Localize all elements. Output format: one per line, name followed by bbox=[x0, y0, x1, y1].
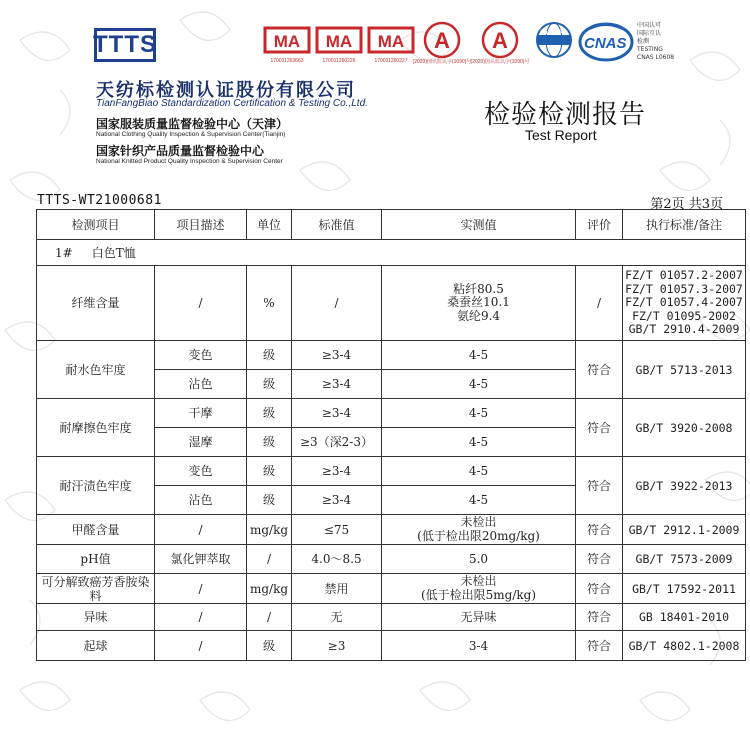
desc-cell: / bbox=[155, 604, 247, 631]
unit-cell: / bbox=[247, 604, 292, 631]
cma-number-3: 170011260227 bbox=[374, 58, 408, 64]
company-name-cn: 天纺标检测认证股份有限公司 bbox=[96, 80, 356, 101]
std-cell: ≥3（深2-3） bbox=[292, 428, 382, 457]
cnas-label: CNAS bbox=[584, 35, 627, 52]
measured-cell: 4-5 bbox=[382, 486, 576, 515]
sample-number: 1# bbox=[55, 245, 73, 260]
standard-line: GB/T 2910.4-2009 bbox=[628, 322, 740, 337]
table-row bbox=[37, 341, 746, 370]
table-row bbox=[37, 574, 746, 604]
item-cell: 可分解致癌芳香胺染料 bbox=[37, 574, 155, 604]
desc-cell: / bbox=[155, 266, 247, 341]
desc-cell: / bbox=[155, 515, 247, 545]
desc-cell: 变色 bbox=[155, 457, 247, 486]
eval-cell: 符合 bbox=[576, 515, 623, 545]
unit-cell: 级 bbox=[247, 341, 292, 370]
eval-cell: 符合 bbox=[576, 574, 623, 604]
standard-cell: GB 18401-2010 bbox=[623, 604, 746, 631]
fiber-component: 氨纶9.4 bbox=[456, 308, 501, 323]
header-description: 项目描述 bbox=[155, 210, 247, 240]
cma-seal-icon bbox=[366, 20, 416, 56]
fiber-component: 桑蚕丝10.1 bbox=[447, 295, 510, 310]
standard-cell: GB/T 4802.1-2008 bbox=[623, 631, 746, 661]
header-measured-value: 实测值 bbox=[382, 210, 576, 240]
standard-line: FZ/T 01057.3-2007 bbox=[625, 281, 743, 296]
report-number: TTTS-WT21000681 bbox=[37, 193, 162, 208]
desc-cell: 湿摩 bbox=[155, 428, 247, 457]
cnas-side-line: TESTING bbox=[637, 46, 663, 53]
std-cell: / bbox=[292, 266, 382, 341]
std-cell: 无 bbox=[292, 604, 382, 631]
unit-cell: 级 bbox=[247, 631, 292, 661]
measured-cell: 3-4 bbox=[382, 631, 576, 661]
desc-cell: / bbox=[155, 631, 247, 661]
measured-cell: 4-5 bbox=[382, 457, 576, 486]
svg-text:MA: MA bbox=[325, 32, 353, 51]
std-cell: ≥3-4 bbox=[292, 457, 382, 486]
standard-line: FZ/T 01057.2-2007 bbox=[625, 268, 743, 283]
cal-number-2: (2020)国认监认字(1090)号 bbox=[470, 59, 530, 65]
desc-cell: / bbox=[155, 574, 247, 604]
company-name-en: TianFangBiao Standardization Certification & Testing Co.,Ltd. bbox=[96, 98, 368, 109]
std-cell: 4.0～8.5 bbox=[292, 545, 382, 574]
std-cell: ≥3 bbox=[292, 631, 382, 661]
unit-cell: / bbox=[247, 545, 292, 574]
table-row bbox=[37, 631, 746, 661]
eval-cell: / bbox=[576, 266, 623, 341]
std-cell: ≤75 bbox=[292, 515, 382, 545]
measured-line: (低于检出限20mg/kg) bbox=[417, 528, 540, 543]
measured-cell bbox=[382, 266, 576, 341]
eval-cell: 符合 bbox=[576, 341, 623, 399]
header-evaluation: 评价 bbox=[576, 210, 623, 240]
sample-cell bbox=[37, 240, 746, 266]
eval-cell: 符合 bbox=[576, 545, 623, 574]
desc-cell: 沾色 bbox=[155, 370, 247, 399]
table-row bbox=[37, 399, 746, 428]
standard-cell: GB/T 2912.1-2009 bbox=[623, 515, 746, 545]
eval-cell: 符合 bbox=[576, 457, 623, 515]
measured-cell: 无异味 bbox=[382, 604, 576, 631]
cal-seal-icon bbox=[478, 20, 522, 60]
eval-cell: 符合 bbox=[576, 399, 623, 457]
svg-text:MA: MA bbox=[273, 32, 301, 51]
test-results-table bbox=[36, 209, 746, 661]
standard-cell bbox=[623, 266, 746, 341]
ttts-logo: TTTS bbox=[94, 28, 156, 62]
standard-cell: GB/T 5713-2013 bbox=[623, 341, 746, 399]
desc-cell: 干摩 bbox=[155, 399, 247, 428]
table-row bbox=[37, 545, 746, 574]
item-cell: 耐汗渍色牢度 bbox=[37, 457, 155, 515]
clothing-center-cn: 国家服装质量监督检验中心（天津） bbox=[96, 117, 289, 131]
cnas-side-line: 中国认可 bbox=[637, 22, 662, 29]
std-cell: ≥3-4 bbox=[292, 486, 382, 515]
cnas-side-line: CNAS L0608 bbox=[637, 54, 675, 61]
table-row bbox=[37, 604, 746, 631]
measured-line: 未检出 bbox=[460, 574, 497, 588]
eval-cell: 符合 bbox=[576, 604, 623, 631]
cnas-side-line: 检测 bbox=[637, 38, 650, 45]
unit-cell: 级 bbox=[247, 399, 292, 428]
unit-cell: mg/kg bbox=[247, 574, 292, 604]
ilac-mra-label: ilac-MRA bbox=[540, 29, 568, 36]
measured-cell bbox=[382, 574, 576, 604]
cnas-side-text bbox=[637, 22, 674, 62]
cal-number-1: (2020)国认监认字(1090)号 bbox=[412, 59, 472, 65]
measured-cell: 4-5 bbox=[382, 428, 576, 457]
table-header-row bbox=[37, 210, 746, 240]
measured-line: 未检出 bbox=[460, 515, 497, 529]
item-cell: 耐摩擦色牢度 bbox=[37, 399, 155, 457]
desc-cell: 氯化钾萃取 bbox=[155, 545, 247, 574]
clothing-center-en: National Clothing Quality Inspection & Supervision Center(Tianjin) bbox=[96, 131, 286, 138]
sample-row bbox=[37, 240, 746, 266]
standard-cell: GB/T 3920-2008 bbox=[623, 399, 746, 457]
item-cell: 甲醛含量 bbox=[37, 515, 155, 545]
report-title-en: Test Report bbox=[525, 127, 597, 143]
measured-cell: 4-5 bbox=[382, 399, 576, 428]
standard-line: FZ/T 01095-2002 bbox=[632, 308, 736, 323]
table-row bbox=[37, 515, 746, 545]
unit-cell: 级 bbox=[247, 370, 292, 399]
cma-number-2: 170011260226 bbox=[322, 58, 356, 64]
table-row bbox=[37, 266, 746, 341]
unit-cell: 级 bbox=[247, 486, 292, 515]
standard-line: FZ/T 01057.4-2007 bbox=[625, 295, 743, 310]
svg-text:A: A bbox=[434, 28, 450, 53]
item-cell: 异味 bbox=[37, 604, 155, 631]
unit-cell: 级 bbox=[247, 457, 292, 486]
cma-seal-icon bbox=[314, 20, 364, 56]
measured-line: (低于检出限5mg/kg) bbox=[420, 587, 537, 602]
std-cell: ≥3-4 bbox=[292, 370, 382, 399]
eval-cell: 符合 bbox=[576, 631, 623, 661]
desc-cell: 沾色 bbox=[155, 486, 247, 515]
std-cell: ≥3-4 bbox=[292, 399, 382, 428]
cal-seal-icon bbox=[420, 20, 464, 60]
item-cell: 起球 bbox=[37, 631, 155, 661]
svg-text:MA: MA bbox=[377, 32, 405, 51]
fiber-component: 粘纤80.5 bbox=[453, 281, 504, 296]
svg-text:A: A bbox=[492, 28, 508, 53]
header-standard-value: 标准值 bbox=[292, 210, 382, 240]
standard-cell: GB/T 17592-2011 bbox=[623, 574, 746, 604]
std-cell: ≥3-4 bbox=[292, 341, 382, 370]
desc-cell: 变色 bbox=[155, 341, 247, 370]
header-test-item: 检测项目 bbox=[37, 210, 155, 240]
unit-cell: % bbox=[247, 266, 292, 341]
cnas-side-line: 国际互认 bbox=[637, 30, 662, 37]
standard-cell: GB/T 3922-2013 bbox=[623, 457, 746, 515]
unit-cell: mg/kg bbox=[247, 515, 292, 545]
item-cell: 耐水色牢度 bbox=[37, 341, 155, 399]
report-title-cn: 检验检测报告 bbox=[484, 100, 647, 130]
standard-cell: GB/T 7573-2009 bbox=[623, 545, 746, 574]
table-row bbox=[37, 457, 746, 486]
measured-cell: 4-5 bbox=[382, 370, 576, 399]
measured-cell bbox=[382, 515, 576, 545]
header-unit: 单位 bbox=[247, 210, 292, 240]
knitted-center-cn: 国家针织产品质量监督检验中心 bbox=[96, 144, 265, 158]
cma-seal-icon bbox=[262, 20, 312, 56]
header-standard-remark: 执行标准/备注 bbox=[623, 210, 746, 240]
std-cell: 禁用 bbox=[292, 574, 382, 604]
item-cell: 纤维含量 bbox=[37, 266, 155, 341]
knitted-center-en: National Knitted Product Quality Inspection & Supervision Center bbox=[96, 158, 283, 165]
page-info: 第2页 共3页 bbox=[650, 197, 723, 212]
cma-number-1: 170011263663 bbox=[270, 58, 304, 64]
measured-cell: 5.0 bbox=[382, 545, 576, 574]
sample-name: 白色T恤 bbox=[91, 245, 136, 260]
report-header bbox=[0, 0, 750, 190]
item-cell: pH值 bbox=[37, 545, 155, 574]
ilac-mra-icon bbox=[532, 20, 576, 64]
unit-cell: 级 bbox=[247, 428, 292, 457]
measured-cell: 4-5 bbox=[382, 341, 576, 370]
